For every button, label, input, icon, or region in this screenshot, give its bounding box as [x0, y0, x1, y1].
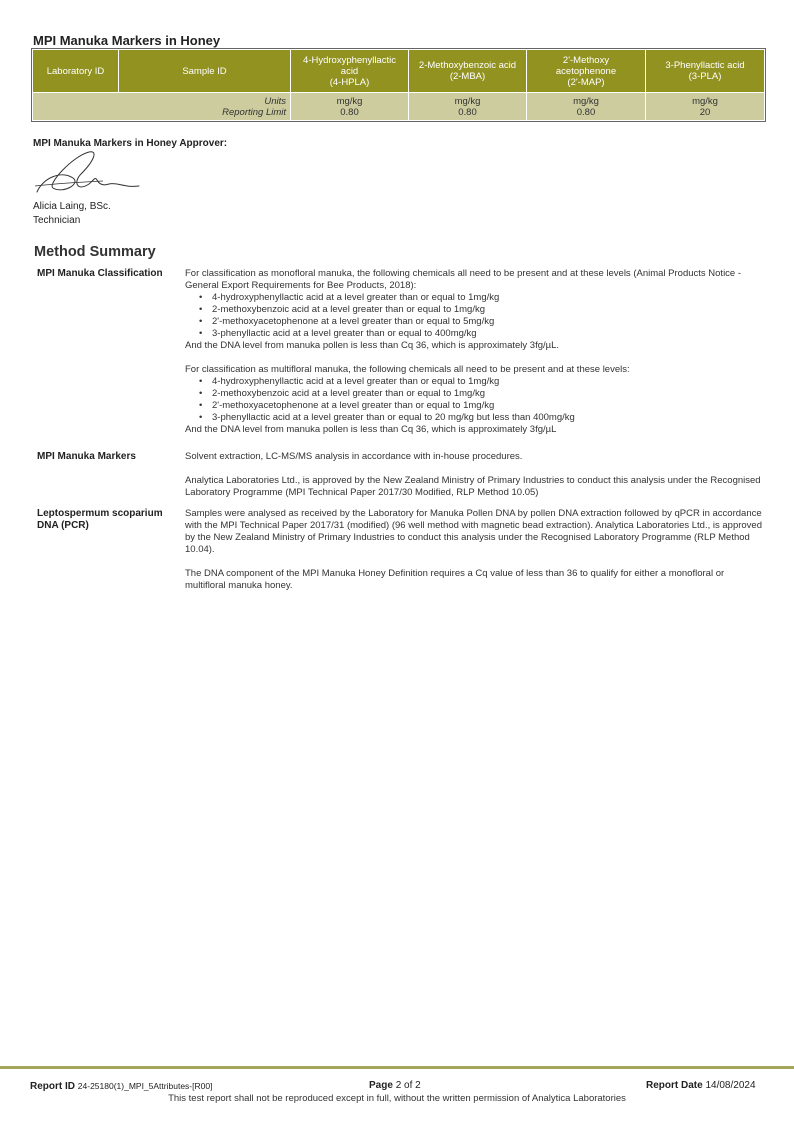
- markers-table: [32, 49, 765, 121]
- units-cell-2map: mg/kg 0.80: [527, 93, 646, 121]
- classification-body: [185, 268, 765, 436]
- multifloral-intro: For classification as multifloral manuka, the following chemicals all need to be present and at these levels:: [185, 364, 630, 375]
- units-cell-4hpla: mg/kg 0.80: [291, 93, 409, 121]
- monofloral-intro: For classification as monofloral manuka, the following chemicals all need to be present and at these levels (Animal Products Notice - General Export Requirements for Bee Products, 2018):: [185, 268, 742, 291]
- table-header-row: [33, 50, 765, 93]
- header-laboratory-id: Laboratory ID: [33, 50, 119, 93]
- list-item: • 4-hydroxyphenyllactic acid at a level greater than or equal to 1mg/kg: [199, 376, 765, 388]
- footer-report-date: Report Date 14/08/2024: [646, 1080, 756, 1091]
- footer-report-id: Report ID 24-25180(1)_MPI_5Attributes-[R00]: [30, 1081, 213, 1092]
- multifloral-dna: And the DNA level from manuka pollen is less than Cq 36, which is approximately 3fg/µL: [185, 424, 557, 435]
- dna-body: [185, 508, 765, 592]
- units-label-cell: Units Reporting Limit: [33, 93, 291, 121]
- monofloral-dna: And the DNA level from manuka pollen is less than Cq 36, which is approximately 3fg/µL.: [185, 340, 560, 351]
- footer-note: This test report shall not be reproduced except in full, without the written permission of Analytica Laboratories: [168, 1093, 626, 1104]
- list-item: • 2'-methoxyacetophenone at a level greater than or equal to 1mg/kg: [199, 400, 765, 412]
- header-4hpla: 4-Hydroxyphenyllactic acid (4-HPLA): [291, 50, 409, 93]
- markers-body: [185, 451, 765, 499]
- classification-label: MPI Manuka Classification: [37, 268, 163, 279]
- header-sample-id: Sample ID: [119, 50, 291, 93]
- list-item: • 4-hydroxyphenyllactic acid at a level greater than or equal to 1mg/kg: [199, 292, 765, 304]
- monofloral-list: [185, 292, 765, 340]
- dna-p2: The DNA component of the MPI Manuka Honey Definition requires a Cq value of less than 36 to qualify for either a monofloral or multifloral manuka honey.: [185, 568, 725, 591]
- header-2map: 2'-Methoxy acetophenone (2'-MAP): [527, 50, 646, 93]
- list-item: • 3-phenyllactic acid at a level greater than or equal to 20 mg/kg but less than 400mg/kg: [199, 412, 765, 424]
- units-row: [33, 93, 765, 121]
- list-item: • 2'-methoxyacetophenone at a level greater than or equal to 5mg/kg: [199, 316, 765, 328]
- footer-rule: [0, 1066, 794, 1069]
- header-2mba: 2-Methoxybenzoic acid (2-MBA): [409, 50, 527, 93]
- approver-name: Alicia Laing, BSc.: [33, 201, 111, 212]
- list-item: • 2-methoxybenzoic acid at a level greater than or equal to 1mg/kg: [199, 388, 765, 400]
- dna-label: Leptospermum scoparium DNA (PCR): [37, 508, 163, 531]
- markers-p2: Analytica Laboratories Ltd., is approved by the New Zealand Ministry of Primary Industries to conduct this analysis under the Recognised Laboratory Programme (MPI Technical Paper 2017/30 Modified, RLP Method 10.05): [185, 475, 761, 498]
- method-summary-title: Method Summary: [34, 244, 156, 260]
- footer-page: Page 2 of 2: [369, 1080, 421, 1091]
- approver-title: MPI Manuka Markers in Honey Approver:: [33, 138, 228, 149]
- units-cell-3pla: mg/kg 20: [646, 93, 765, 121]
- signature-image: [33, 148, 143, 200]
- approver-role: Technician: [33, 215, 81, 226]
- markers-label: MPI Manuka Markers: [37, 451, 136, 462]
- units-cell-2mba: mg/kg 0.80: [409, 93, 527, 121]
- header-3pla: 3-Phenyllactic acid (3-PLA): [646, 50, 765, 93]
- multifloral-list: [185, 376, 765, 424]
- list-item: • 3-phenyllactic acid at a level greater than or equal to 400mg/kg: [199, 328, 765, 340]
- dna-p1: Samples were analysed as received by the Laboratory for Manuka Pollen DNA by pollen DNA extraction followed by qPCR in accordance with the MPI Technical Paper 2017/31 (modified) (96 well method with magnetic bead extraction). Analytica Laboratories Ltd., is approved by the New Zealand Ministry of Primary Industries to conduct this analysis under the Recognised Laboratory Programme (RLP Method 10.04).: [185, 508, 762, 555]
- section-title: MPI Manuka Markers in Honey: [33, 33, 221, 48]
- markers-p1: Solvent extraction, LC-MS/MS analysis in accordance with in-house procedures.: [185, 451, 523, 462]
- list-item: • 2-methoxybenzoic acid at a level greater than or equal to 1mg/kg: [199, 304, 765, 316]
